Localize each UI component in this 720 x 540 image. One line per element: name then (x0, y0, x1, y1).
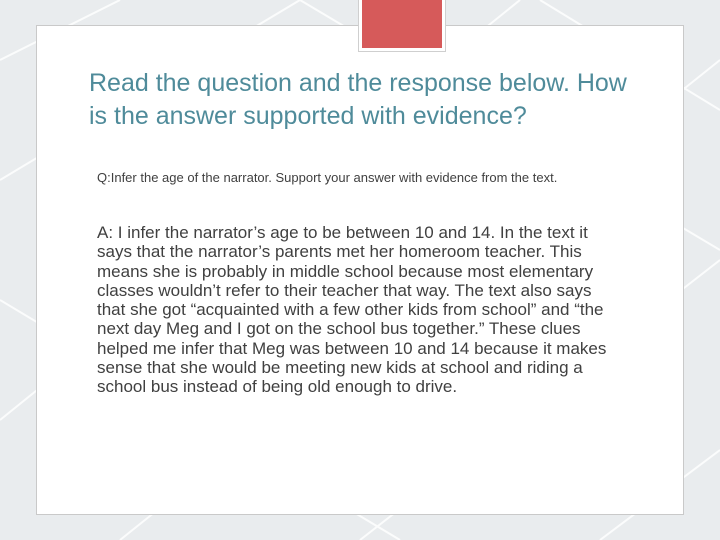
slide-title: Read the question and the response below. How is the answer supported with evidence? (89, 69, 627, 130)
answer-text: A: I infer the narrator’s age to be between 10 and 14. In the text it says that the narrator’s parents met her homeroom teacher. This means she is probably in middle school because most elementary classes wouldn’t refer to their teacher that way. The text also says that she got “acquainted with a few other kids from school” and “the next day Meg and I got on the school bus together.” These clues helped me infer that Meg was between 10 and 14 because it makes sense that she would be meeting new kids at school and riding a school bus instead of being old enough to drive. (97, 223, 607, 397)
accent-tab (359, 0, 445, 51)
question-text: Q:Infer the age of the narrator. Support your answer with evidence from the text. (97, 170, 558, 185)
